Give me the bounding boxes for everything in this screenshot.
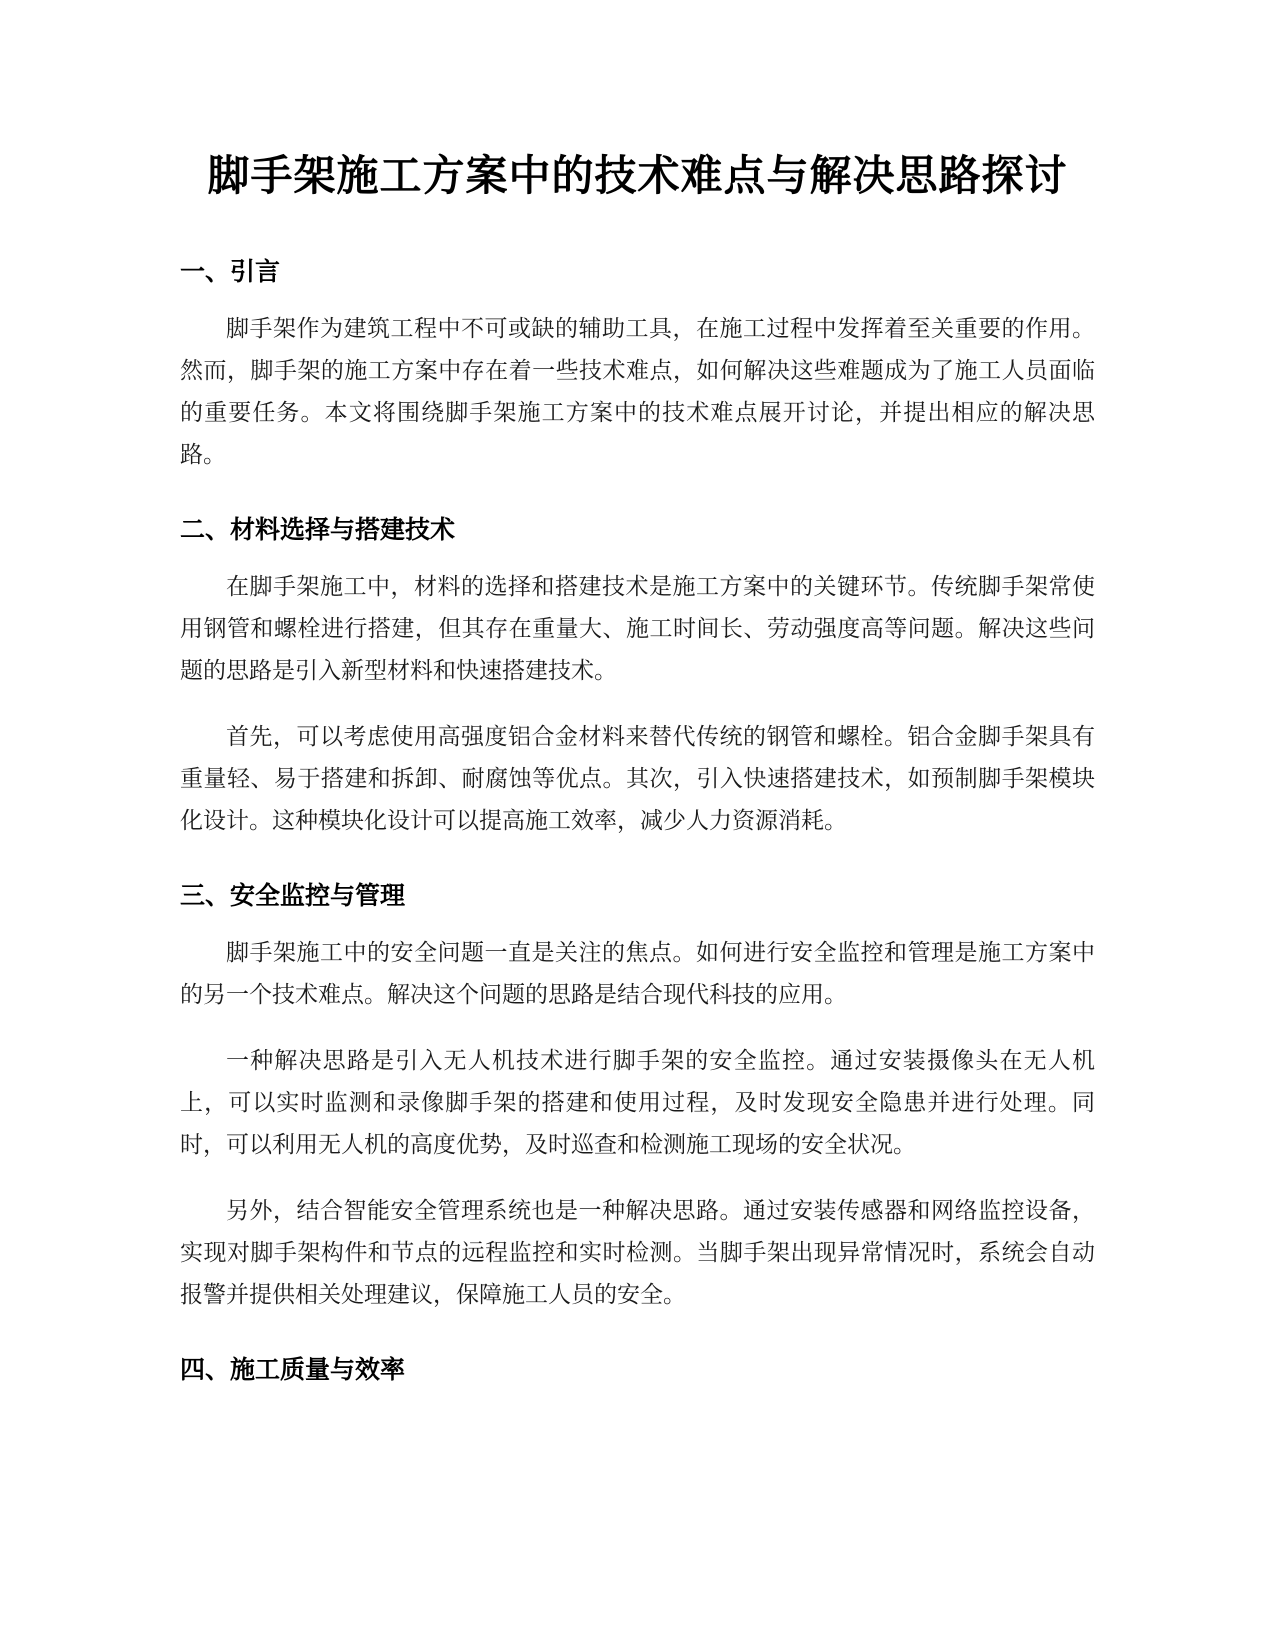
paragraph: 脚手架作为建筑工程中不可或缺的辅助工具，在施工过程中发挥着至关重要的作用。然而，脚手架的施工方案中存在着一些技术难点，如何解决这些难题成为了施工人员面临的重要任务。本文将围绕脚手架施工方案中的技术难点展开讨论，并提出相应的解决思路。 <box>180 316 1095 468</box>
section-quality <box>180 1350 1095 1390</box>
paragraph: 一种解决思路是引入无人机技术进行脚手架的安全监控。通过安装摄像头在无人机上，可以实时监测和录像脚手架的搭建和使用过程，及时发现安全隐患并进行处理。同时，可以利用无人机的高度优势，及时巡查和检测施工现场的安全状况。 <box>180 1048 1095 1158</box>
paragraph: 另外，结合智能安全管理系统也是一种解决思路。通过安装传感器和网络监控设备，实现对脚手架构件和节点的远程监控和实时检测。当脚手架出现异常情况时，系统会自动报警并提供相关处理建议，保障施工人员的安全。 <box>180 1198 1095 1308</box>
section-heading: 一、引言 <box>180 257 281 286</box>
page-title: 脚手架施工方案中的技术难点与解决思路探讨 <box>207 151 1068 200</box>
section-heading: 二、材料选择与搭建技术 <box>180 515 456 544</box>
paragraph: 首先，可以考虑使用高强度铝合金材料来替代传统的钢管和螺栓。铝合金脚手架具有重量轻、易于搭建和拆卸、耐腐蚀等优点。其次，引入快速搭建技术，如预制脚手架模块化设计。这种模块化设计可以提高施工效率，减少人力资源消耗。 <box>180 724 1095 834</box>
section-heading: 三、安全监控与管理 <box>180 881 406 910</box>
section-heading: 四、施工质量与效率 <box>180 1355 406 1384</box>
document-page <box>180 140 1095 1406</box>
section-introduction <box>180 252 1095 476</box>
paragraph: 脚手架施工中的安全问题一直是关注的焦点。如何进行安全监控和管理是施工方案中的另一个技术难点。解决这个问题的思路是结合现代科技的应用。 <box>180 940 1095 1008</box>
paragraph: 在脚手架施工中，材料的选择和搭建技术是施工方案中的关键环节。传统脚手架常使用钢管和螺栓进行搭建，但其存在重量大、施工时间长、劳动强度高等问题。解决这些问题的思路是引入新型材料和快速搭建技术。 <box>180 574 1095 684</box>
section-materials <box>180 510 1095 842</box>
section-safety <box>180 876 1095 1316</box>
